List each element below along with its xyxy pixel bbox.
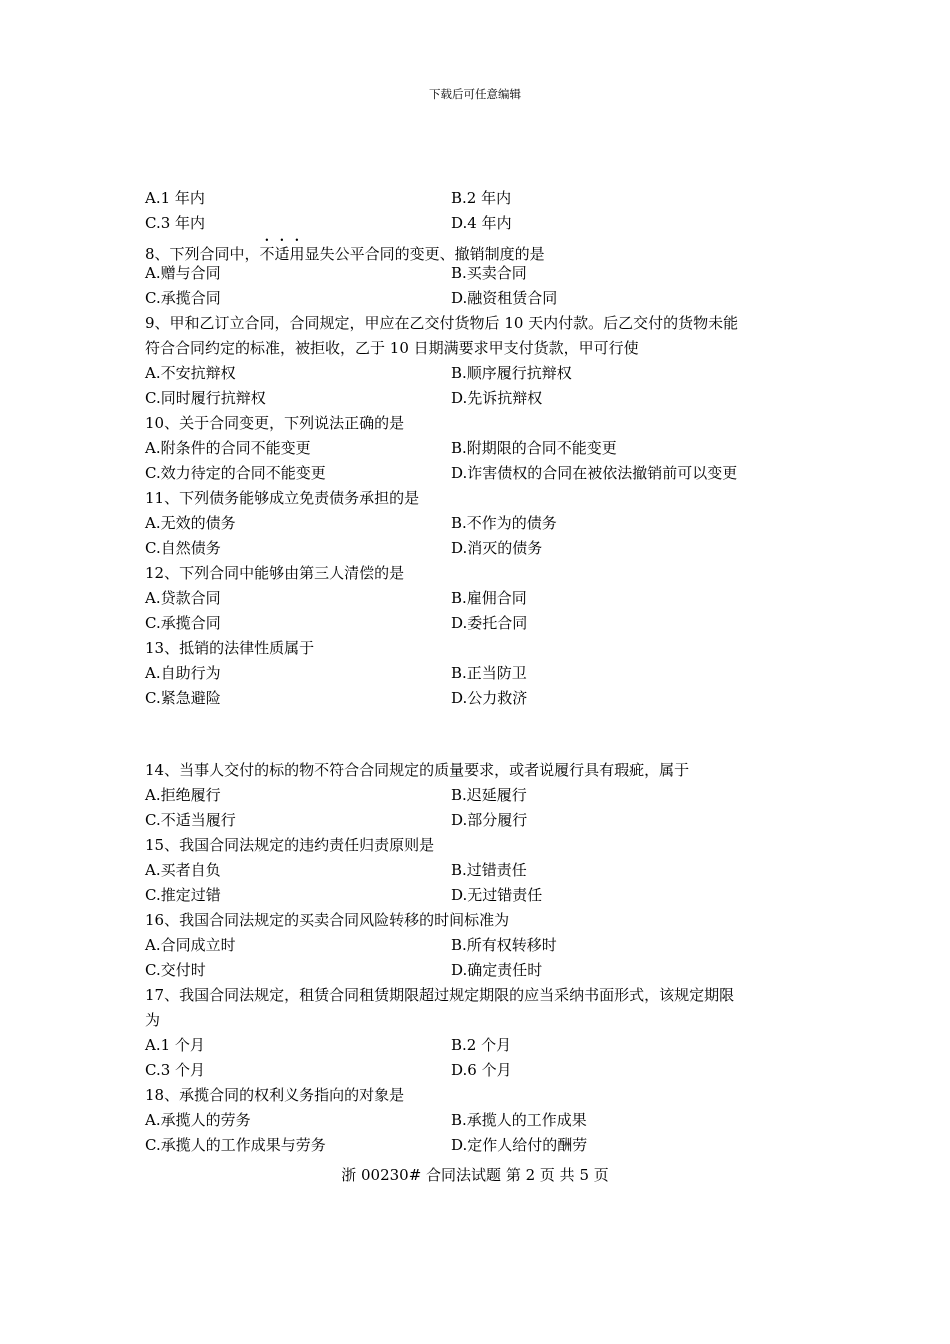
q17-stem-line-2: 为: [145, 1011, 161, 1029]
q16-options-row-2: [145, 958, 805, 983]
q8-stem: [145, 236, 805, 261]
q14-stem: 14、当事人交付的标的物不符合合同规定的质量要求，或者说履行具有瑕疵，属于: [145, 761, 690, 779]
q18-option-b: B.承揽人的工作成果: [451, 1111, 587, 1129]
q14-option-d: D.部分履行: [451, 811, 528, 829]
q10-option-b: B.附期限的合同不能变更: [451, 439, 617, 457]
q9-options-row-1: [145, 361, 805, 386]
q18-options-row-1: [145, 1108, 805, 1133]
q13-stem: 13、抵销的法律性质属于: [145, 639, 315, 657]
q17-option-b: B.2 个月: [451, 1036, 512, 1054]
q17-option-d: D.6 个月: [451, 1061, 512, 1079]
q11-option-d: D.消灭的债务: [451, 539, 543, 557]
q7-options-row-1: [145, 186, 805, 211]
q8-option-c: C.承揽合同: [145, 289, 221, 307]
q10-options-row-2: [145, 461, 805, 486]
q12-option-c: C.承揽合同: [145, 614, 221, 632]
q16-option-c: C.交付时: [145, 961, 206, 979]
q12-option-a: A.贷款合同: [145, 589, 221, 607]
q13-options-row-2: [145, 686, 805, 711]
q9-stem-line-2: 符合合同约定的标准，被拒收，乙于 10 日期满要求甲支付货款，甲可行使: [145, 339, 639, 357]
q11-stem: 11、下列债务能够成立免责债务承担的是: [145, 489, 420, 507]
q16-stem: 16、我国合同法规定的买卖合同风险转移的时间标准为: [145, 911, 510, 929]
q13-options-row-1: [145, 661, 805, 686]
q16-option-d: D.确定责任时: [451, 961, 543, 979]
q13-option-b: B.正当防卫: [451, 664, 527, 682]
q10-option-c: C.效力待定的合同不能变更: [145, 464, 326, 482]
q18-option-d: D.定作人给付的酬劳: [451, 1136, 588, 1154]
q7-options-row-2: [145, 211, 805, 236]
q8-option-d: D.融资租赁合同: [451, 289, 558, 307]
q18-options-row-2: [145, 1133, 805, 1158]
q15-options-row-2: [145, 883, 805, 908]
q15-stem: 15、我国合同法规定的违约责任归责原则是: [145, 836, 435, 854]
q12-options-row-1: [145, 586, 805, 611]
q14-option-c: C.不适当履行: [145, 811, 236, 829]
q10-option-d: D.诈害债权的合同在被依法撤销前可以变更: [451, 464, 738, 482]
q17-options-row-1: [145, 1033, 805, 1058]
q7-option-b: B.2 年内: [451, 189, 512, 207]
q11-option-c: C.自然债务: [145, 539, 221, 557]
q8-option-b: B.买卖合同: [451, 264, 527, 282]
q11-options-row-1: [145, 511, 805, 536]
q7-option-d: D.4 年内: [451, 214, 512, 232]
q15-option-d: D.无过错责任: [451, 886, 543, 904]
q8-options-row-2: [145, 286, 805, 311]
q11-option-a: A.无效的债务: [145, 514, 236, 532]
q13-option-c: C.紧急避险: [145, 689, 221, 707]
q10-option-a: A.附条件的合同不能变更: [145, 439, 311, 457]
q11-option-b: B.不作为的债务: [451, 514, 557, 532]
page-header: 下载后可任意编辑: [429, 87, 521, 101]
q12-option-b: B.雇佣合同: [451, 589, 527, 607]
q8-stem-pre: 8、下列合同中，: [145, 245, 260, 263]
q7-option-c: C.3 年内: [145, 214, 206, 232]
q9-option-c: C.同时履行抗辩权: [145, 389, 266, 407]
q9-option-b: B.顺序履行抗辩权: [451, 364, 572, 382]
q18-stem: 18、承揽合同的权利义务指向的对象是: [145, 1086, 405, 1104]
q9-options-row-2: [145, 386, 805, 411]
q11-options-row-2: [145, 536, 805, 561]
q9-stem-line-1: 9、甲和乙订立合同，合同规定，甲应在乙交付货物后 10 天内付款。后乙交付的货物未能: [145, 314, 739, 332]
q13-option-a: A.自助行为: [145, 664, 221, 682]
q15-option-a: A.买者自负: [145, 861, 221, 879]
q16-option-a: A.合同成立时: [145, 936, 236, 954]
q10-stem: 10、关于合同变更，下列说法正确的是: [145, 414, 405, 432]
q9-option-a: A.不安抗辩权: [145, 364, 236, 382]
questions-block-2: [145, 758, 805, 1158]
q10-options-row-1: [145, 436, 805, 461]
q7-option-a: A.1 年内: [145, 189, 205, 207]
q17-option-c: C.3 个月: [145, 1061, 206, 1079]
q14-option-b: B.迟延履行: [451, 786, 527, 804]
q18-option-a: A.承揽人的劳务: [145, 1111, 251, 1129]
q14-options-row-2: [145, 808, 805, 833]
q12-stem: 12、下列合同中能够由第三人清偿的是: [145, 564, 405, 582]
q8-stem-post: 显失公平合同的变更、撤销制度的是: [304, 245, 545, 263]
q15-option-b: B.过错责任: [451, 861, 527, 879]
q8-option-a: A.赠与合同: [145, 264, 221, 282]
q17-stem-line-1: 17、我国合同法规定，租赁合同租赁期限超过规定期限的应当采纳书面形式，该规定期限: [145, 986, 735, 1004]
q15-options-row-1: [145, 858, 805, 883]
q16-option-b: B.所有权转移时: [451, 936, 557, 954]
q15-option-c: C.推定过错: [145, 886, 221, 904]
page-footer: 浙 00230# 合同法试题 第 2 页 共 5 页: [341, 1166, 609, 1184]
q12-option-d: D.委托合同: [451, 614, 528, 632]
q17-option-a: A.1 个月: [145, 1036, 205, 1054]
q14-option-a: A.拒绝履行: [145, 786, 221, 804]
questions-block-1: [145, 186, 805, 711]
q17-options-row-2: [145, 1058, 805, 1083]
q14-options-row-1: [145, 783, 805, 808]
q13-option-d: D.公力救济: [451, 689, 528, 707]
q9-option-d: D.先诉抗辩权: [451, 389, 543, 407]
q8-options-row-1: [145, 261, 805, 286]
q12-options-row-2: [145, 611, 805, 636]
q8-stem-emphasis: 不适用: [259, 245, 305, 263]
q18-option-c: C.承揽人的工作成果与劳务: [145, 1136, 326, 1154]
q16-options-row-1: [145, 933, 805, 958]
